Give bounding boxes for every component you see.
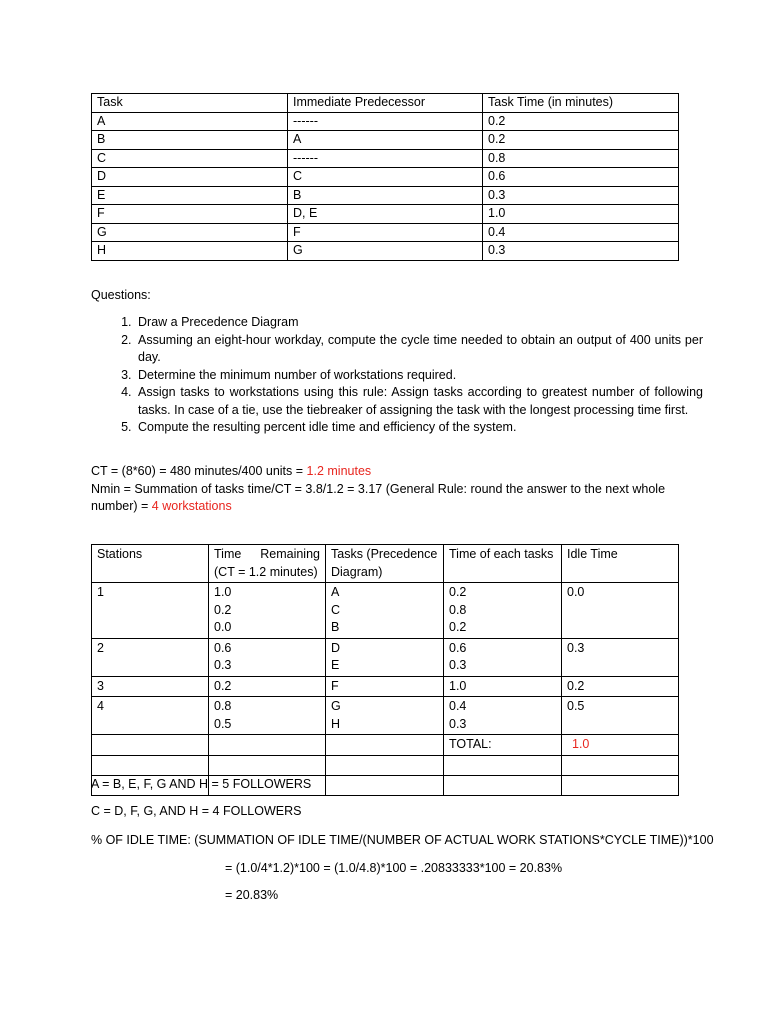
time-remaining-value: 0.2 <box>214 602 232 617</box>
task-times <box>444 697 562 735</box>
station-number: 3 <box>92 676 209 697</box>
station-row <box>92 697 679 735</box>
station-row <box>92 638 679 676</box>
task-time-cell: 0.2 <box>483 131 679 150</box>
station-number: 1 <box>92 583 209 639</box>
empty-cell <box>562 755 679 775</box>
task-table <box>91 93 679 261</box>
cycle-time-formula: CT = (8*60) = 480 minutes/400 units = <box>91 464 307 478</box>
station-number: 4 <box>92 697 209 735</box>
time-remaining-value: 0.6 <box>214 640 232 655</box>
nmin-formula-end: number) = <box>91 499 152 513</box>
assigned-tasks-value: F <box>331 678 339 693</box>
empty-cell <box>326 735 444 756</box>
time-remaining-value: 0.3 <box>214 658 232 672</box>
time-remaining-value: 0.2 <box>214 678 232 693</box>
time-remaining <box>209 583 326 639</box>
empty-cell <box>92 755 209 775</box>
assigned-tasks-value: A <box>331 585 340 599</box>
header-stations: Stations <box>92 545 209 583</box>
task-times <box>444 638 562 676</box>
total-row <box>92 735 679 756</box>
header-time-remaining-b: Remaining <box>260 547 320 561</box>
predecessor-cell: F <box>288 223 483 242</box>
task-cell: D <box>92 168 288 187</box>
task-time-cell: 1.0 <box>483 205 679 224</box>
task-time-cell: 0.6 <box>483 168 679 187</box>
predecessor-cell: G <box>288 242 483 261</box>
task-times-value: 0.8 <box>449 602 467 617</box>
task-time-cell: 0.2 <box>483 112 679 131</box>
time-remaining-value: 0.0 <box>214 620 232 634</box>
predecessor-cell: ------ <box>288 112 483 131</box>
question-item: 4. Assign tasks to workstations using this rule: Assign tasks according to greatest number of following tasks. In case of a tie, use the tiebreaker of assigning the task with the longest processing time first. <box>135 384 703 419</box>
predecessor-cell: B <box>288 186 483 205</box>
header-tasks <box>326 545 444 583</box>
task-time-cell: 0.3 <box>483 242 679 261</box>
header-time-each: Time of each tasks <box>444 545 562 583</box>
followers-a: A = B, E, F, G AND H = 5 FOLLOWERS <box>91 777 312 791</box>
assigned-tasks <box>326 697 444 735</box>
station-table-header-row <box>92 545 679 583</box>
predecessor-cell: C <box>288 168 483 187</box>
task-times-value: 0.2 <box>449 585 467 599</box>
task-time-cell: 0.4 <box>483 223 679 242</box>
idle-formula: % OF IDLE TIME: (SUMMATION OF IDLE TIME/(NUMBER OF ACTUAL WORK STATIONS*CYCLE TIME))*100 <box>91 833 714 847</box>
task-cell: F <box>92 205 288 224</box>
assigned-tasks <box>326 676 444 697</box>
task-row <box>92 112 679 131</box>
questions-heading: Questions: <box>91 288 151 302</box>
task-row <box>92 186 679 205</box>
header-tasks-line2: Diagram) <box>331 564 383 579</box>
empty-cell <box>92 735 209 756</box>
cycle-time-line <box>91 463 371 481</box>
task-cell: B <box>92 131 288 150</box>
time-remaining <box>209 697 326 735</box>
time-remaining <box>209 676 326 697</box>
question-item: 3. Determine the minimum number of workstations required. <box>135 367 703 385</box>
task-times <box>444 676 562 697</box>
time-remaining <box>209 638 326 676</box>
task-times-value: 0.6 <box>449 640 467 655</box>
station-number: 2 <box>92 638 209 676</box>
header-time-remaining-line2: (CT = 1.2 minutes) <box>214 564 318 579</box>
empty-cell <box>209 735 326 756</box>
task-times-value: 0.3 <box>449 716 467 731</box>
empty-cell <box>326 775 444 795</box>
idle-time: 0.5 <box>562 697 679 735</box>
header-task-time: Task Time (in minutes) <box>483 94 679 113</box>
task-time-cell: 0.8 <box>483 149 679 168</box>
station-row <box>92 676 679 697</box>
task-cell: G <box>92 223 288 242</box>
header-predecessor: Immediate Predecessor <box>288 94 483 113</box>
idle-calculation: = (1.0/4*1.2)*100 = (1.0/4.8)*100 = .20833333*100 = 20.83% <box>225 861 563 875</box>
assigned-tasks-value: G <box>331 699 341 713</box>
assigned-tasks-value: D <box>331 640 341 655</box>
header-task: Task <box>92 94 288 113</box>
task-times-value: 1.0 <box>449 678 467 693</box>
questions-list <box>110 314 703 437</box>
total-label: TOTAL: <box>444 735 562 756</box>
predecessor-cell: D, E <box>288 205 483 224</box>
header-time-remaining-a: Time <box>214 547 242 561</box>
assigned-tasks-value: B <box>331 620 340 634</box>
empty-cell <box>326 755 444 775</box>
task-cell: A <box>92 112 288 131</box>
task-time-cell: 0.3 <box>483 186 679 205</box>
assigned-tasks <box>326 638 444 676</box>
empty-cell <box>444 755 562 775</box>
idle-result: = 20.83% <box>225 888 279 902</box>
nmin-result: 4 workstations <box>151 499 232 513</box>
assigned-tasks <box>326 583 444 639</box>
assigned-tasks-value: H <box>331 716 341 731</box>
idle-time: 0.0 <box>562 583 679 639</box>
empty-row <box>92 755 679 775</box>
header-tasks-line1: Tasks (Precedence <box>331 547 438 561</box>
total-value: 1.0 <box>562 735 679 756</box>
question-item: 5. Compute the resulting percent idle time and efficiency of the system. <box>135 419 703 437</box>
station-table <box>91 544 679 796</box>
task-row <box>92 205 679 224</box>
time-remaining-value: 0.8 <box>214 699 232 713</box>
task-cell: H <box>92 242 288 261</box>
station-table-body <box>92 545 679 796</box>
empty-cell <box>209 755 326 775</box>
task-table-body <box>92 94 679 261</box>
assigned-tasks-value: C <box>331 602 341 617</box>
task-row <box>92 149 679 168</box>
idle-time: 0.3 <box>562 638 679 676</box>
predecessor-cell: A <box>288 131 483 150</box>
task-times <box>444 583 562 639</box>
header-idle: Idle Time <box>562 545 679 583</box>
question-item: 1. Draw a Precedence Diagram <box>135 314 703 332</box>
header-time-remaining <box>209 545 326 583</box>
task-row <box>92 168 679 187</box>
task-times-value: 0.4 <box>449 699 467 713</box>
empty-cell <box>562 775 679 795</box>
predecessor-cell: ------ <box>288 149 483 168</box>
nmin-line-1: Nmin = Summation of tasks time/CT = 3.8/1.2 = 3.17 (General Rule: round the answer to the next whole <box>91 482 666 496</box>
empty-cell <box>444 775 562 795</box>
nmin-line-2 <box>91 498 232 516</box>
task-times-value: 0.2 <box>449 620 467 634</box>
question-item: 2. Assuming an eight-hour workday, compute the cycle time needed to obtain an output of 400 units per day. <box>135 332 703 367</box>
assigned-tasks-value: E <box>331 658 340 672</box>
task-row <box>92 223 679 242</box>
station-row <box>92 583 679 639</box>
cycle-time-result: 1.2 minutes <box>306 464 372 478</box>
time-remaining-value: 0.5 <box>214 716 232 731</box>
task-table-header-row <box>92 94 679 113</box>
task-cell: C <box>92 149 288 168</box>
task-times-value: 0.3 <box>449 658 467 672</box>
idle-time: 0.2 <box>562 676 679 697</box>
time-remaining-value: 1.0 <box>214 585 232 599</box>
task-row <box>92 131 679 150</box>
followers-c: C = D, F, G, AND H = 4 FOLLOWERS <box>91 804 302 818</box>
task-cell: E <box>92 186 288 205</box>
task-row <box>92 242 679 261</box>
